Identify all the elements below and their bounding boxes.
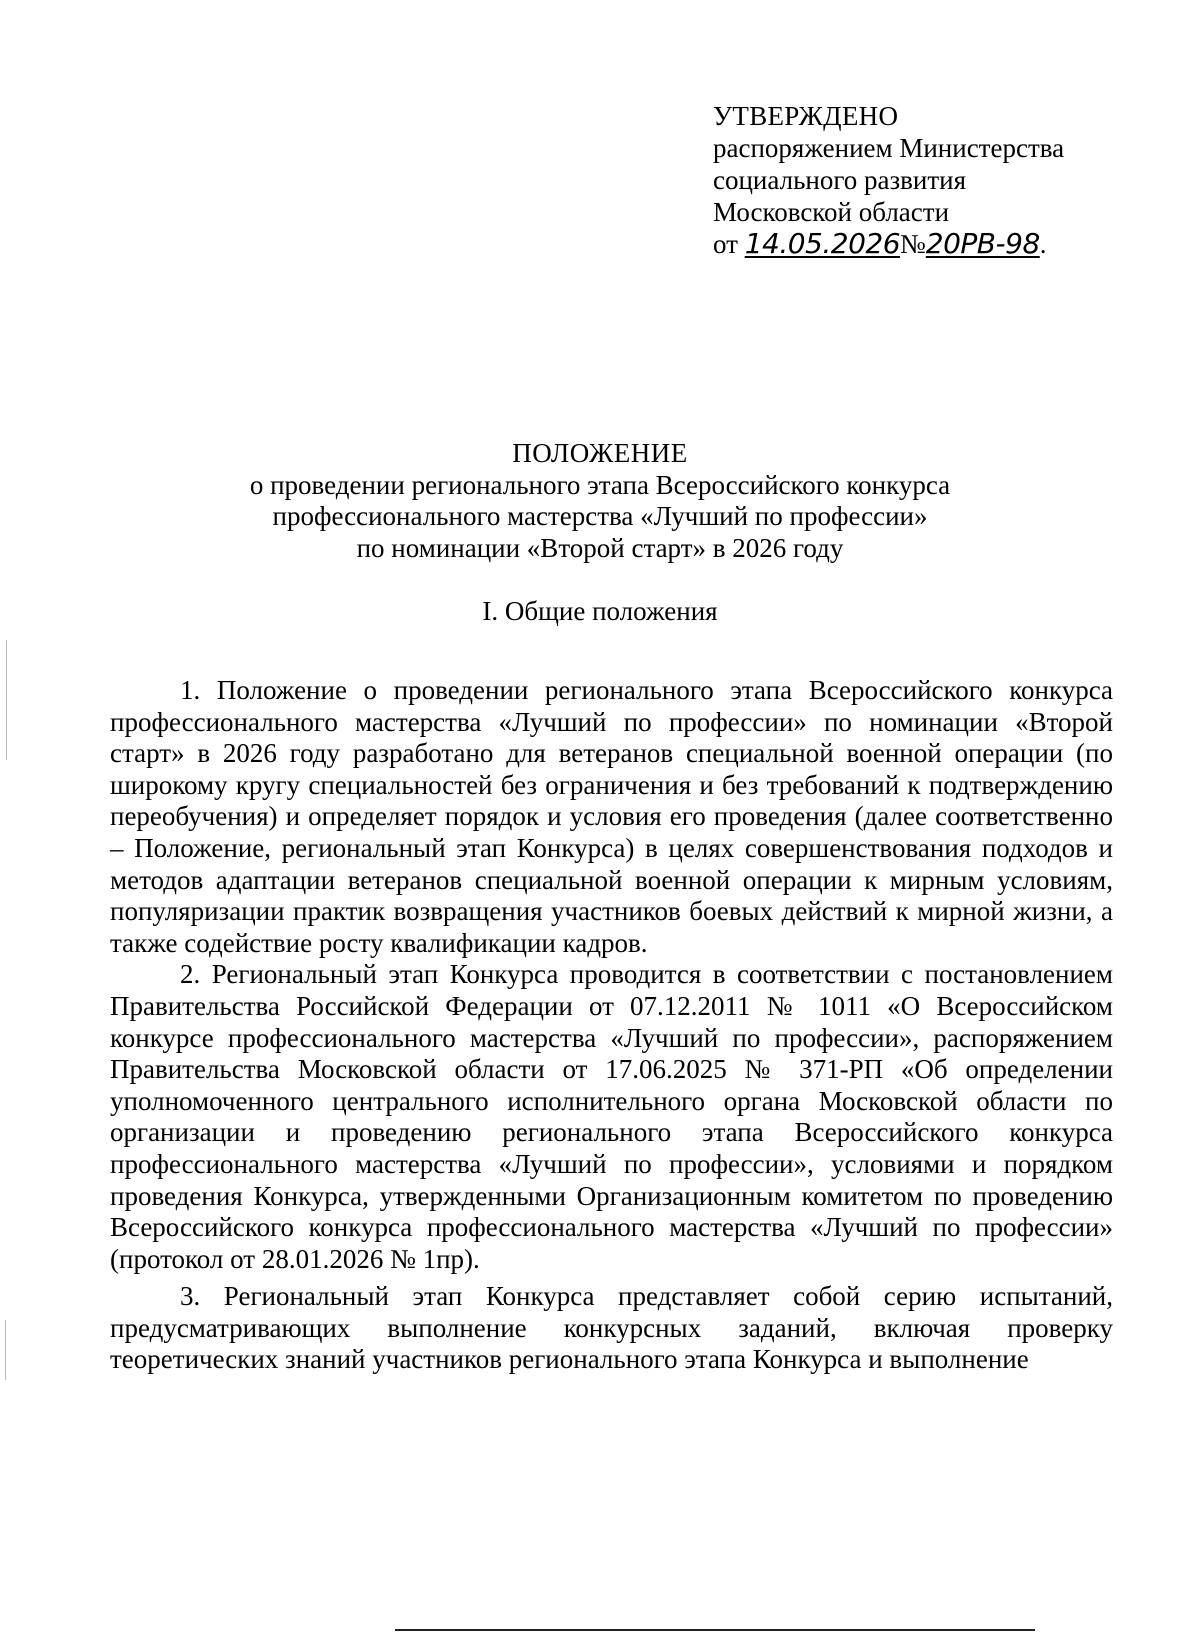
approval-stamp-block <box>713 100 1133 260</box>
approval-date: 14.05.2026 <box>744 227 901 260</box>
title-line-2: профессионального мастерства «Лучший по профессии» <box>272 501 928 531</box>
paragraph-1: 1. Положение о проведении регионального этапа Всероссийского конкурса профессионального мастерства «Лучший по профессии» по номинации «Второй старт» в 2026 году разработано для ветеранов специальной военной операции (по широкому кругу специальностей без ограничения и без требований к подтверждению переобучения) и определяет порядок и условия его проведения (далее соответственно – Положение, региональный этап Конкурса) в целях совершенствования подходов и методов адаптации ветеранов специальной военной операции к мирным условиям, популяризации практик возвращения участников боевых действий к мирной жизни, а также содействие росту квалификации кадров. <box>110 675 1113 958</box>
approval-heading: УТВЕРЖДЕНО <box>713 101 899 131</box>
paragraph-2: 2. Региональный этап Конкурса проводится в соответствии с постановлением Правительства Российской Федерации от 07.12.2011 № 1011 «О Всероссийском конкурсе профессионального мастерства «Лучший по профессии», распоряжением Правительства Московской области от 17.06.2025 № 371-РП «Об определении уполномоченного центрального исполнительного органа Московской области по организации и проведению регионального этапа Всероссийского конкурса профессионального мастерства «Лучший по профессии», условиями и порядком проведения Конкурса, утвержденными Организационным комитетом по проведению Всероссийского конкурса профессионального мастерства «Лучший по профессии» (протокол от 28.01.2026 № 1пр). <box>110 959 1113 1274</box>
scan-artifact <box>5 1320 6 1380</box>
approval-line-3: Московской области <box>713 197 950 227</box>
title-main: ПОЛОЖЕНИЕ <box>512 438 688 468</box>
approval-date-prefix: от <box>713 229 738 259</box>
approval-number: 20РВ-98 <box>925 227 1040 260</box>
document-body <box>110 675 1113 1376</box>
title-line-1: о проведении регионального этапа Всероссийского конкурса <box>249 469 951 500</box>
document-title <box>120 438 1080 564</box>
approval-number-sign: № <box>900 229 926 259</box>
approval-line-2: социального развития <box>713 165 967 195</box>
approval-line-1: распоряжением Министерства <box>713 133 1065 163</box>
approval-date-line <box>713 228 1133 260</box>
scan-artifact <box>6 640 7 760</box>
approval-period: . <box>1039 229 1047 259</box>
section-title: I. Общие положения <box>482 596 718 626</box>
page-bottom-edge-line <box>395 1629 1035 1631</box>
title-line-3: по номинации «Второй старт» в 2026 году <box>356 532 844 563</box>
paragraph-3: 3. Региональный этап Конкурса представляет собой серию испытаний, предусматривающих выполнение конкурсных заданий, включая проверку теоретических знаний участников регионального этапа Конкурса и выполнение <box>110 1281 1113 1375</box>
